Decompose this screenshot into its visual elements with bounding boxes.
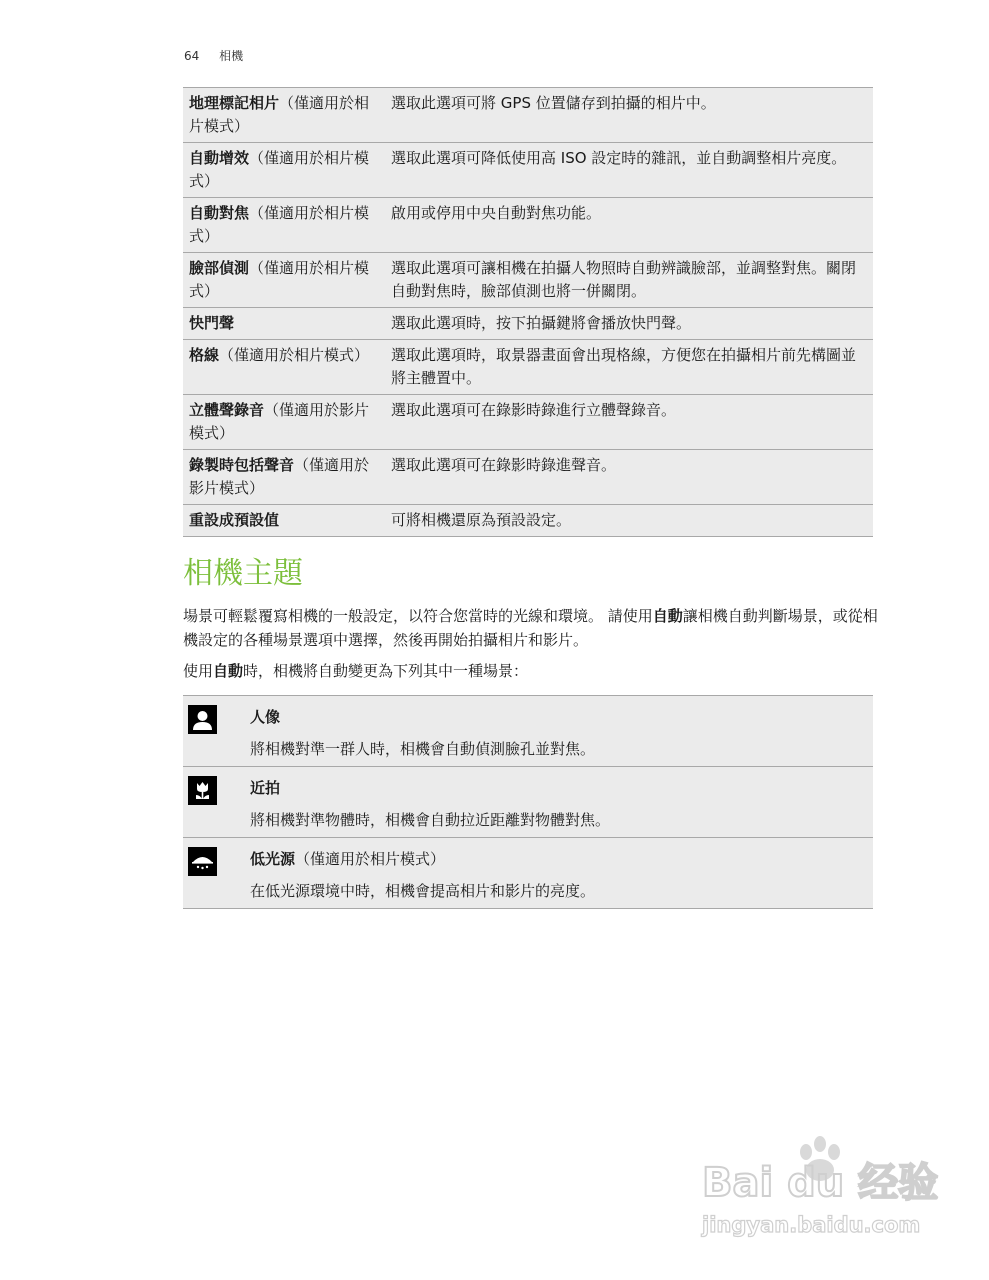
setting-description: 選取此選項可在錄影時錄進聲音。: [379, 450, 873, 505]
table-row: [183, 308, 873, 340]
setting-description: 選取此選項時，按下拍攝鍵將會播放快門聲。: [379, 308, 873, 340]
setting-qualifier: （僅適用於相片模式）: [219, 346, 370, 364]
table-row: [183, 395, 873, 450]
section-title: 相機主題: [183, 556, 303, 591]
scene-qualifier: （僅適用於相片模式）: [295, 850, 446, 868]
setting-name-cell: [183, 340, 379, 395]
setting-term: 地理標記相片: [189, 94, 280, 112]
scene-row-portrait: [183, 695, 873, 766]
intro-text-end: 讓相機自動判斷場景，或從相機設定的各種場景選項中選擇，然後再開始拍攝相片和影片。: [183, 607, 878, 649]
setting-qualifier: （僅適用於相片模式）: [189, 259, 370, 300]
scene-row-low-light: [183, 837, 873, 909]
setting-description: 啟用或停用中央自動對焦功能。: [379, 198, 873, 253]
auto-text-end: 時，相機將自動變更為下列其中一種場景：: [243, 662, 529, 680]
setting-term: 自動增效: [189, 149, 250, 167]
scene-name: 低光源: [250, 850, 296, 868]
intro-paragraph: [183, 604, 883, 652]
baidu-jingyan-watermark: [700, 1130, 940, 1240]
scene-description: 將相機對準物體時，相機會自動拉近距離對物體對焦。: [250, 811, 611, 829]
scene-description: 在低光源環境中時，相機會提高相片和影片的亮度。: [250, 882, 596, 900]
setting-description: 可將相機還原為預設設定。: [379, 505, 873, 537]
setting-name-cell: [183, 143, 379, 198]
table-row: [183, 450, 873, 505]
auto-paragraph: [183, 659, 883, 683]
setting-description: 選取此選項可降低使用高 ISO 設定時的雜訊，並自動調整相片亮度。: [379, 143, 873, 198]
table-row: [183, 340, 873, 395]
setting-term: 重設成預設值: [189, 511, 280, 529]
watermark-url: jingyan.baidu.com: [702, 1213, 921, 1237]
table-row: [183, 505, 873, 537]
setting-term: 快門聲: [189, 314, 235, 332]
setting-name-cell: [183, 505, 379, 537]
setting-qualifier: （僅適用於相片模式）: [189, 204, 370, 245]
setting-term: 立體聲錄音: [189, 401, 265, 419]
low-light-icon: [188, 847, 217, 876]
table-row: [183, 143, 873, 198]
setting-name-cell: [183, 198, 379, 253]
setting-term: 自動對焦: [189, 204, 250, 222]
intro-auto-term: 自動: [652, 607, 683, 625]
page-number: 64: [184, 49, 200, 63]
macro-flower-icon: [188, 776, 217, 805]
page-header: [184, 47, 243, 64]
auto-term: 自動: [213, 662, 244, 680]
chapter-title: 相機: [219, 49, 244, 63]
setting-term: 格線: [189, 346, 220, 364]
settings-table: [183, 87, 873, 537]
setting-name-cell: [183, 253, 379, 308]
setting-qualifier: （僅適用於相片模式）: [189, 94, 370, 135]
scene-title: [250, 848, 445, 869]
portrait-icon: [188, 705, 217, 734]
scene-name: 近拍: [250, 779, 281, 797]
setting-description: 選取此選項可將 GPS 位置儲存到拍攝的相片中。: [379, 88, 873, 143]
setting-description: 選取此選項可在錄影時錄進行立體聲錄音。: [379, 395, 873, 450]
scene-description: 將相機對準一群人時，相機會自動偵測臉孔並對焦。: [250, 740, 596, 758]
setting-name-cell: [183, 88, 379, 143]
setting-name-cell: [183, 308, 379, 340]
setting-term: 錄製時包括聲音: [189, 456, 295, 474]
table-row: [183, 198, 873, 253]
scene-name: 人像: [250, 708, 281, 726]
setting-name-cell: [183, 395, 379, 450]
scene-title: [250, 777, 280, 798]
intro-text-start: 場景可輕鬆覆寫相機的一般設定，以符合您當時的光線和環境。 請使用: [183, 607, 653, 625]
scene-list: [183, 695, 873, 909]
setting-description: 選取此選項可讓相機在拍攝人物照時自動辨識臉部，並調整對焦。關閉自動對焦時，臉部偵測也將一併關閉。: [379, 253, 873, 308]
setting-qualifier: （僅適用於影片模式）: [189, 456, 370, 497]
watermark-brand: Bai du 经验: [702, 1160, 939, 1206]
setting-description: 選取此選項時，取景器畫面會出現格線，方便您在拍攝相片前先構圖並將主體置中。: [379, 340, 873, 395]
table-row: [183, 88, 873, 143]
setting-qualifier: （僅適用於影片模式）: [189, 401, 370, 442]
setting-qualifier: （僅適用於相片模式）: [189, 149, 370, 190]
scene-title: [250, 706, 280, 727]
auto-text-start: 使用: [183, 662, 214, 680]
setting-term: 臉部偵測: [189, 259, 250, 277]
setting-name-cell: [183, 450, 379, 505]
scene-row-macro: [183, 766, 873, 837]
table-row: [183, 253, 873, 308]
